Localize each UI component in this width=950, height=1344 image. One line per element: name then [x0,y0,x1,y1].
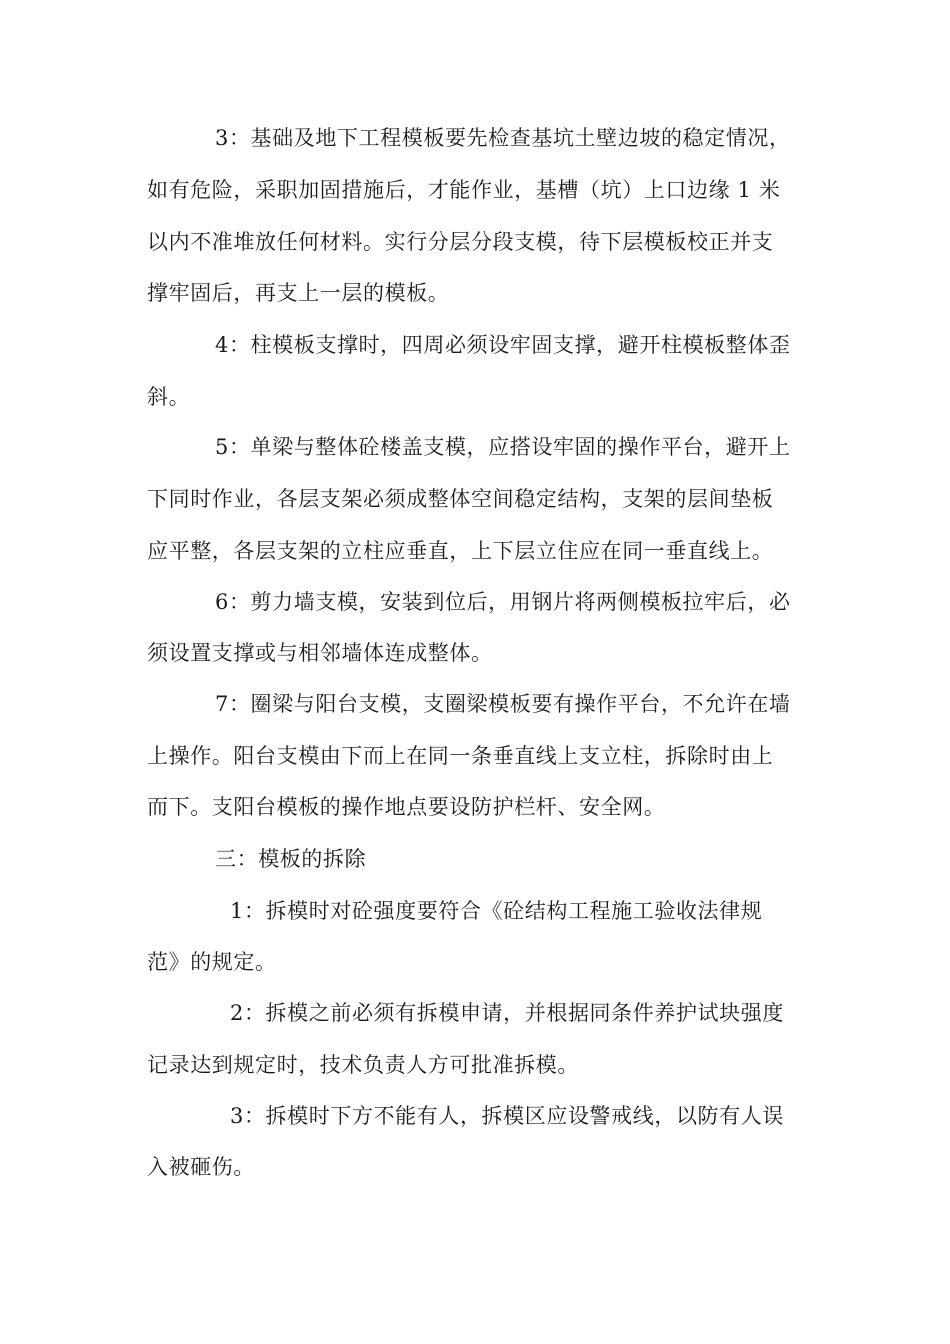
text-line: 3：基础及地下工程模板要先检查基坑土壁边坡的稳定情况， [215,126,791,150]
text-line: 撑牢固后，再支上一层的模板。 [147,281,450,305]
text-line: 6：剪力墙支模，安装到位后，用钢片将两侧模板拉牢后，必 [215,590,791,614]
text-line: 7：圈梁与阳台支模，支圈梁模板要有操作平台，不允许在墙 [215,692,791,716]
text-line: 须设置支撑或与相邻墙体连成整体。 [147,641,493,665]
text-line: 如有危险，采职加固措施后，才能作业，基槽（坑）上口边缘 1 米 [147,178,781,202]
text-line: 5：单梁与整体砼楼盖支模，应搭设牢固的操作平台，避开上 [215,435,791,459]
text-line: 应平整，各层支架的立柱应垂直，上下层立住应在同一垂直线上。 [147,539,774,563]
text-line: 而下。支阳台模板的操作地点要设防护栏杆、安全网。 [147,795,666,819]
section-heading: 三：模板的拆除 [215,847,367,871]
text-line: 4：柱模板支撑时，四周必须设牢固支撑，避开柱模板整体歪 [215,333,791,357]
text-line: 2：拆模之前必须有拆模申请，并根据同条件养护试块强度 [230,1001,784,1025]
text-line: 下同时作业，各层支架必须成整体空间稳定结构，支架的层间垫板 [147,487,774,511]
text-line: 入被砸伤。 [147,1155,255,1179]
text-line: 范》的规定。 [147,950,277,974]
text-line: 上操作。阳台支模由下而上在同一条垂直线上支立柱，拆除时由上 [147,744,774,768]
text-line: 以内不准堆放任何材料。实行分层分段支模，待下层模板校正并支 [147,230,774,254]
text-line: 记录达到规定时，技术负责人方可批准拆模。 [147,1053,579,1077]
text-line: 斜。 [147,385,191,409]
text-line: 1：拆模时对砼强度要符合《砼结构工程施工验收法律规 [230,899,763,923]
text-line: 3：拆模时下方不能有人，拆模区应设警戒线，以防有人误 [230,1104,784,1128]
